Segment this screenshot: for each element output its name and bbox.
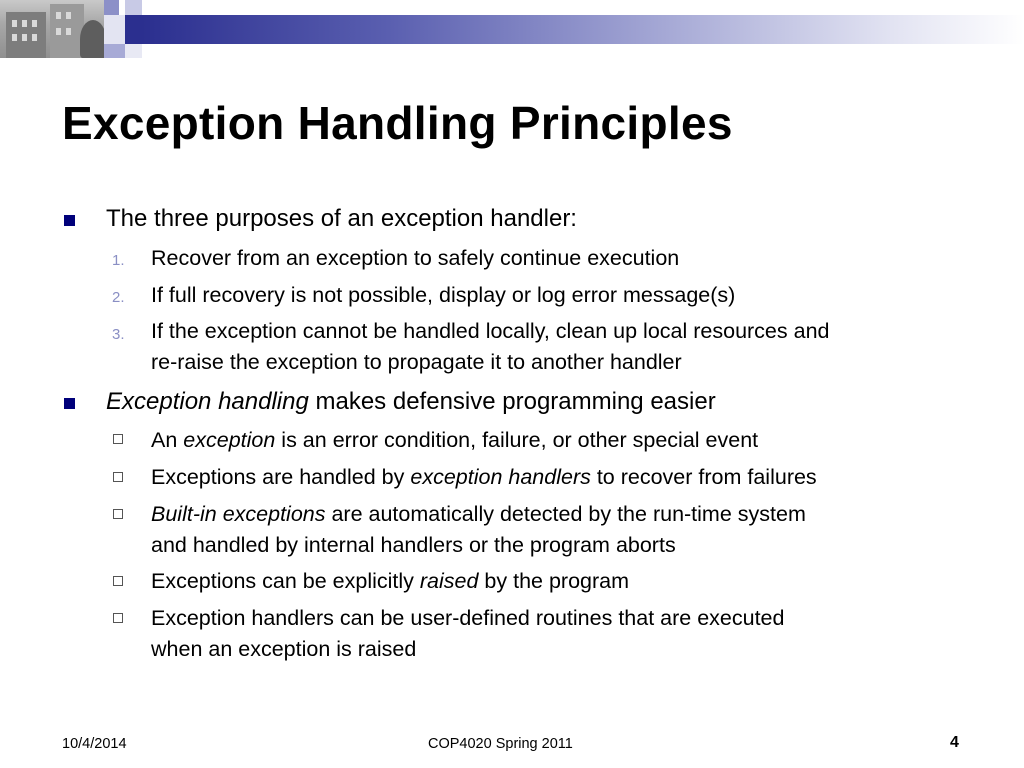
emphasis: Built-in exceptions bbox=[151, 502, 326, 526]
deco-square bbox=[125, 0, 142, 15]
hollow-square-bullet-icon bbox=[113, 613, 123, 623]
list-number: 1. bbox=[112, 252, 125, 269]
bullet-emphasis: Exception handling bbox=[106, 388, 309, 415]
hollow-square-bullet-icon bbox=[113, 576, 123, 586]
deco-square bbox=[125, 15, 142, 44]
header-decoration bbox=[0, 0, 1024, 62]
hollow-square-bullet-icon bbox=[113, 509, 123, 519]
square-bullet-icon bbox=[64, 215, 75, 226]
list-item bbox=[151, 462, 971, 493]
emphasis: exception handlers bbox=[410, 465, 591, 489]
bullet-text bbox=[106, 388, 716, 416]
list-item-line: re-raise the exception to propagate it to another handler bbox=[151, 350, 682, 374]
header-gradient-bar bbox=[142, 15, 1024, 44]
list-item: If full recovery is not possible, display or log error message(s) bbox=[151, 283, 736, 307]
list-item-line: and handled by internal handlers or the program aborts bbox=[151, 533, 676, 557]
emphasis: exception bbox=[183, 428, 276, 452]
bullet-text: The three purposes of an exception handler: bbox=[106, 205, 577, 232]
list-item bbox=[151, 499, 971, 561]
page-number: 4 bbox=[950, 734, 959, 751]
text-run: to recover from failures bbox=[590, 465, 817, 489]
list-item-line: Exception handlers can be user-defined routines that are executed bbox=[151, 606, 785, 630]
deco-square bbox=[104, 44, 125, 58]
footer-date: 10/4/2014 bbox=[62, 736, 127, 752]
emphasis: raised bbox=[419, 569, 479, 593]
text-run: An bbox=[151, 428, 184, 452]
text-run: Exceptions can be explicitly bbox=[151, 569, 420, 593]
list-item bbox=[151, 603, 971, 665]
hollow-square-bullet-icon bbox=[113, 472, 123, 482]
hollow-square-bullet-icon bbox=[113, 434, 123, 444]
list-number: 2. bbox=[112, 289, 125, 306]
text-run: are automatically detected by the run-time system bbox=[325, 502, 806, 526]
list-item-line: when an exception is raised bbox=[151, 637, 417, 661]
list-item bbox=[151, 316, 971, 378]
text-run: is an error condition, failure, or other special event bbox=[275, 428, 759, 452]
building-photo bbox=[0, 0, 104, 58]
deco-square bbox=[104, 0, 119, 15]
footer-course: COP4020 Spring 2011 bbox=[428, 736, 573, 752]
list-item-line: If the exception cannot be handled locally, clean up local resources and bbox=[151, 319, 830, 343]
deco-square bbox=[104, 15, 125, 44]
slide-title: Exception Handling Principles bbox=[62, 97, 733, 149]
bullet-rest: makes defensive programming easier bbox=[308, 388, 716, 415]
list-number: 3. bbox=[112, 326, 125, 343]
deco-square bbox=[125, 44, 142, 58]
list-item bbox=[151, 425, 971, 456]
text-run: Exceptions are handled by bbox=[151, 465, 411, 489]
list-item: Recover from an exception to safely continue execution bbox=[151, 246, 680, 270]
text-run: by the program bbox=[478, 569, 630, 593]
square-bullet-icon bbox=[64, 398, 75, 409]
list-item bbox=[151, 566, 971, 597]
